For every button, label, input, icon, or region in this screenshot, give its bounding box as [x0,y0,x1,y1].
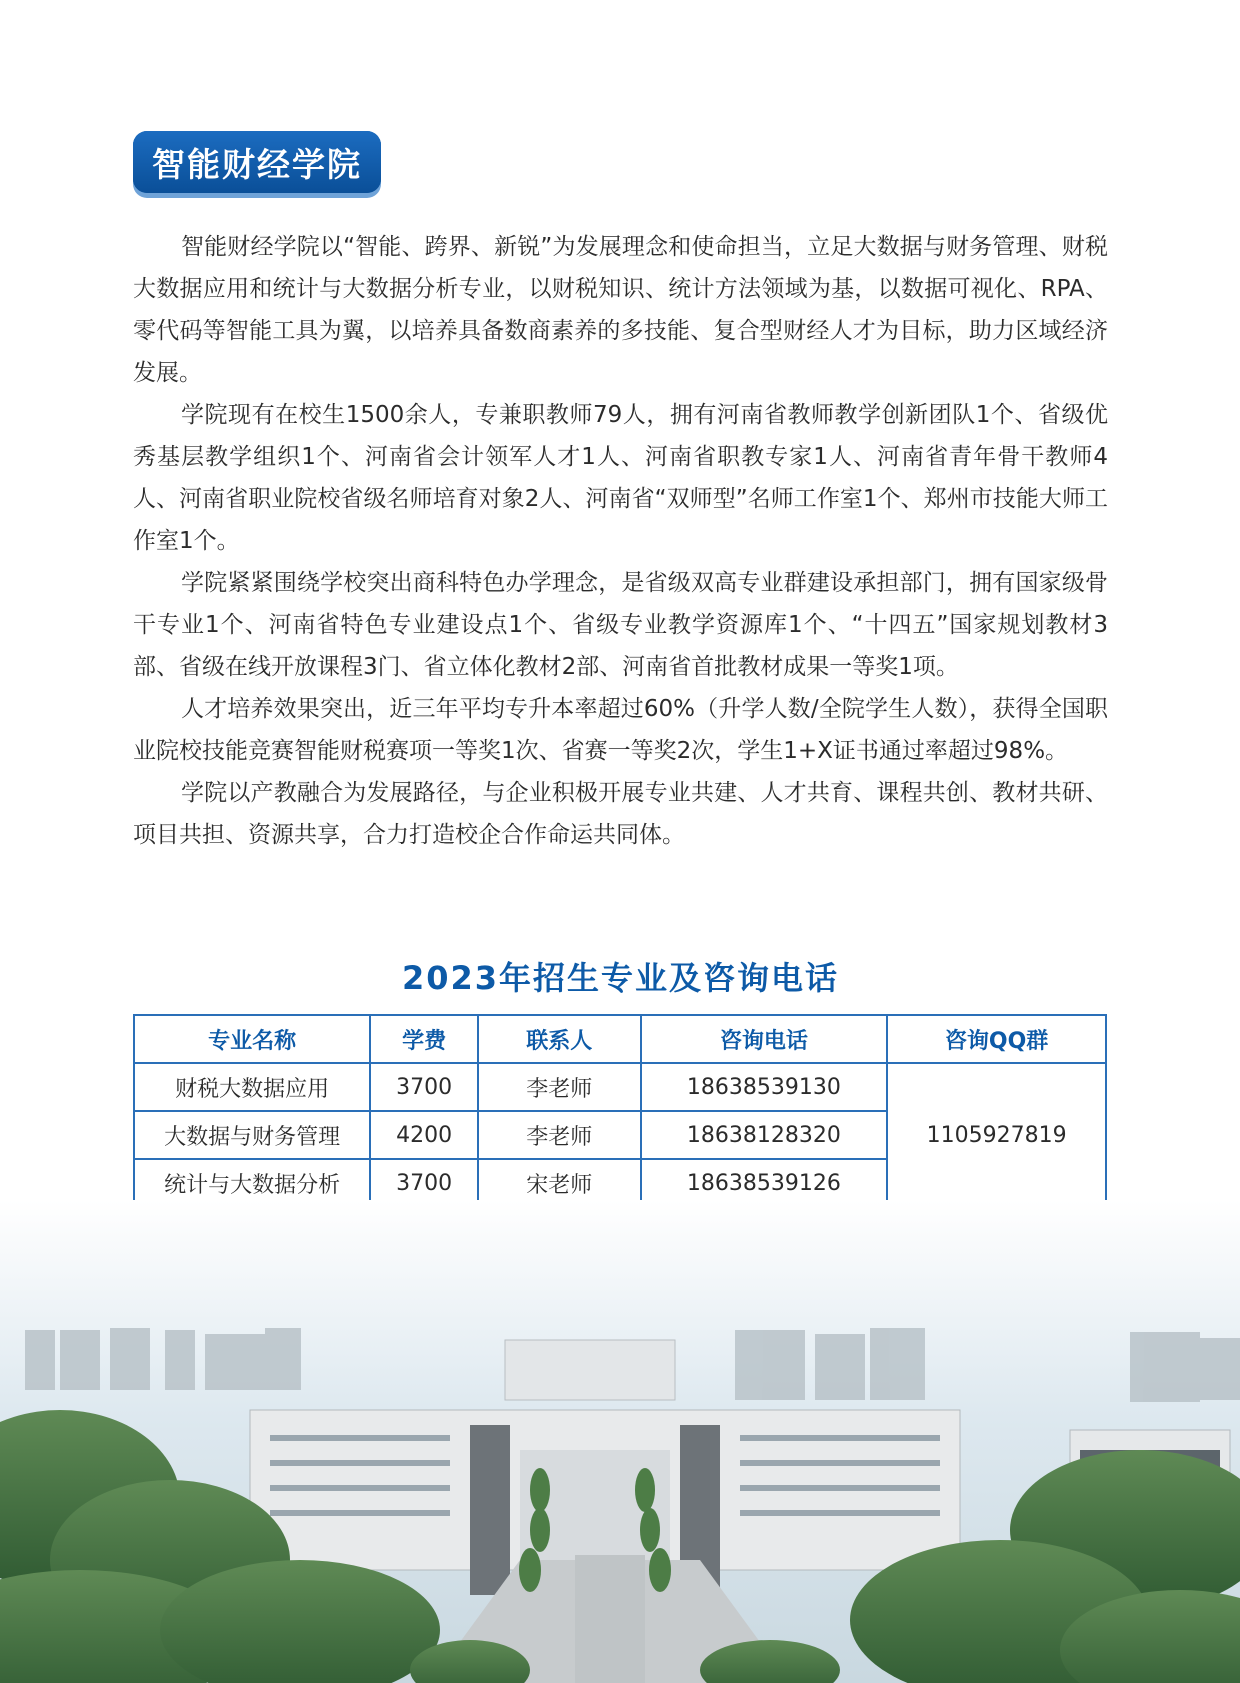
cell-phone: 18638539126 [641,1159,888,1207]
table-row [134,1063,1106,1111]
table-header-row [134,1015,1106,1063]
header-contact: 联系人 [478,1015,641,1063]
cell-tuition: 3700 [370,1063,478,1111]
cell-contact: 李老师 [478,1063,641,1111]
cell-major: 财税大数据应用 [134,1063,370,1111]
paragraph-5: 学院以产教融合为发展路径，与企业积极开展专业共建、人才共育、课程共创、教材共研、项目共担、资源共享，合力打造校企合作命运共同体。 [133,780,1108,848]
header-phone: 咨询电话 [641,1015,888,1063]
paragraph-1: 智能财经学院以“智能、跨界、新锐”为发展理念和使命担当，立足大数据与财务管理、财税大数据应用和统计与大数据分析专业，以财税知识、统计方法领域为基，以数据可视化、RPA、零代码等智能工具为翼，以培养具备数商素养的多技能、复合型财经人才为目标，助力区域经济发展。 [133,234,1108,386]
header-tuition: 学费 [370,1015,478,1063]
enrollment-table [133,1014,1107,1208]
cell-major: 统计与大数据分析 [134,1159,370,1207]
paragraph-2: 学院现有在校生1500余人，专兼职教师79人，拥有河南省教师教学创新团队1个、省级优秀基层教学组织1个、河南省会计领军人才1人、河南省职教专家1人、河南省青年骨干教师4人、河南省职业院校省级名师培育对象2人、河南省“双师型”名师工作室1个、郑州市技能大师工作室1个。 [133,402,1108,554]
paragraph-4: 人才培养效果突出，近三年平均专升本率超过60%（升学人数/全院学生人数），获得全国职业院校技能竞赛智能财税赛项一等奖1次、省赛一等奖2次，学生1+X证书通过率超过98%。 [133,696,1108,764]
cell-tuition: 3700 [370,1159,478,1207]
campus-photo [0,1200,1240,1683]
cell-phone: 18638539130 [641,1063,888,1111]
cell-major: 大数据与财务管理 [134,1111,370,1159]
section-title-badge [133,131,381,193]
paragraph-3: 学院紧紧围绕学校突出商科特色办学理念，是省级双高专业群建设承担部门，拥有国家级骨干专业1个、河南省特色专业建设点1个、省级专业教学资源库1个、“十四五”国家规划教材3部、省级在线开放课程3门、省立体化教材2部、河南省首批教材成果一等奖1项。 [133,570,1108,680]
section-title: 智能财经学院 [133,131,381,193]
table-title: 2023年招生专业及咨询电话 [401,959,840,997]
intro-text [133,226,1108,856]
campus-illustration [0,1200,1240,1683]
cell-contact: 宋老师 [478,1159,641,1207]
cell-tuition: 4200 [370,1111,478,1159]
cell-contact: 李老师 [478,1111,641,1159]
cell-phone: 18638128320 [641,1111,888,1159]
header-qq: 咨询QQ群 [887,1015,1106,1063]
cell-qq-group: 1105927819 [887,1063,1106,1207]
header-major: 专业名称 [134,1015,370,1063]
